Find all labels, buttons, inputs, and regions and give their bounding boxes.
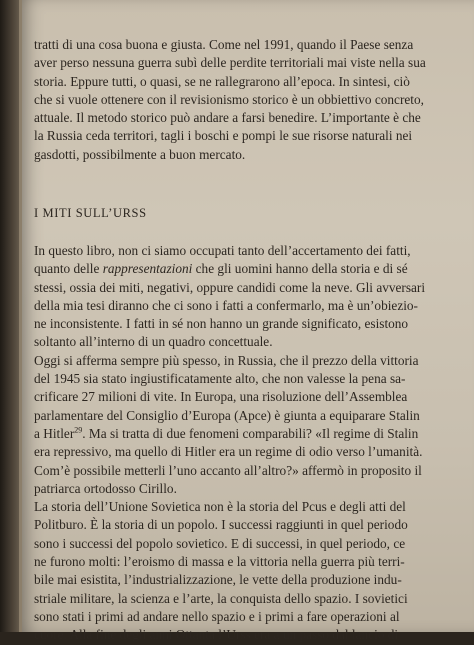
text-line: striale militare, la scienza e l’arte, la conquista dello spazio. I sovietici [34, 590, 408, 606]
text-line: Politburo. È la storia di un popolo. I successi raggiunti in quel periodo [34, 517, 408, 533]
text-segment: a Hitler [34, 425, 75, 441]
text-line: La storia dell’Unione Sovietica non è la storia del Pcus e degli atti del [34, 499, 406, 515]
paragraph-1 [34, 36, 442, 164]
text-line: tratti di una cosa buona e giusta. Come nel 1991, quando il Paese senza [34, 37, 414, 52]
text-line: crificare 27 milioni di vite. In Europa, una risoluzione dell’Assemblea [34, 389, 408, 405]
text-line: attuale. Il metodo storico può andare a farsi benedire. L’importante è che [34, 110, 421, 126]
text-segment: che gli uomini hanno della storia e di sé [192, 261, 408, 277]
text-segment: quanto delle [34, 261, 103, 277]
text-line: gasdotti, possibilmente a buon mercato. [34, 146, 246, 162]
text-line: patriarca ortodosso Cirillo. [34, 480, 177, 496]
text-line: del 1945 sia stato ingiustificatamente alto, che non valesse la pena sa- [34, 371, 406, 387]
text-segment: . Ma si tratta di due fenomeni comparabili? «Il regime di Stalin [82, 425, 419, 441]
section-title: I MITI SULL’URSS [34, 206, 147, 220]
text-line: cuore. Alla fine degli anni Ottanta l’Urss era a un passo dal lancio di [34, 627, 399, 643]
text-line: storia. Eppure tutti, o quasi, se ne rallegrarono all’epoca. In sintesi, ciò [34, 73, 410, 89]
text-line: che si vuole ottenere con il revisionismo storico è un obbiettivo concreto, [34, 91, 424, 107]
text-line: stessi, ossia dei miti, negativi, oppure candidi come la neve. Gli avversari [34, 279, 426, 295]
text-line: soltanto all’interno di un quadro concettuale. [34, 334, 273, 350]
adjacent-page-edge [0, 0, 22, 632]
text-line: la Russia ceda territori, tagli i boschi e pompi le sue risorse naturali nei [34, 128, 413, 144]
text-line: Oggi si afferma sempre più spesso, in Russia, che il prezzo della vittoria [34, 352, 419, 368]
text-line: parlamentare del Consiglio d’Europa (Apce) è giunta a equiparare Stalin [34, 407, 420, 423]
italic-term: rappresentazioni [102, 261, 193, 277]
text-line: In questo libro, non ci siamo occupati tanto dell’accertamento dei fatti, [34, 243, 411, 258]
text-line [34, 260, 442, 278]
text-line: bile mai esistita, l’industrializzazione, le vette della produzione indu- [34, 572, 402, 588]
text-line: sono i successi del popolo sovietico. E di successi, in quel periodo, ce [34, 535, 406, 551]
book-page [22, 0, 474, 643]
text-line [34, 425, 442, 443]
text-line: ne inconsistente. I fatti in sé non hanno un grande significato, esistono [34, 316, 409, 332]
body-text [34, 242, 442, 645]
text-line: della mia tesi diranno che ci sono i fatti a confermarlo, ma è un’obiezio- [34, 297, 418, 313]
text-line: sono stati i primi ad andare nello spazio e i primi a fare operazioni al [34, 608, 400, 624]
text-line: Com’è possibile metterli l’uno accanto all’altro?» affermò in proposito il [34, 462, 422, 478]
text-line: ne furono molti: l’eroismo di massa e la vittoria nella guerra più terri- [34, 554, 405, 570]
text-line: era repressivo, ma quello di Hitler era un regime di odio verso l’umanità. [34, 444, 423, 460]
footnote-reference[interactable]: 29 [74, 425, 83, 435]
text-line: aver perso nessuna guerra subì delle perdite territoriali mai viste nella sua [34, 55, 426, 71]
